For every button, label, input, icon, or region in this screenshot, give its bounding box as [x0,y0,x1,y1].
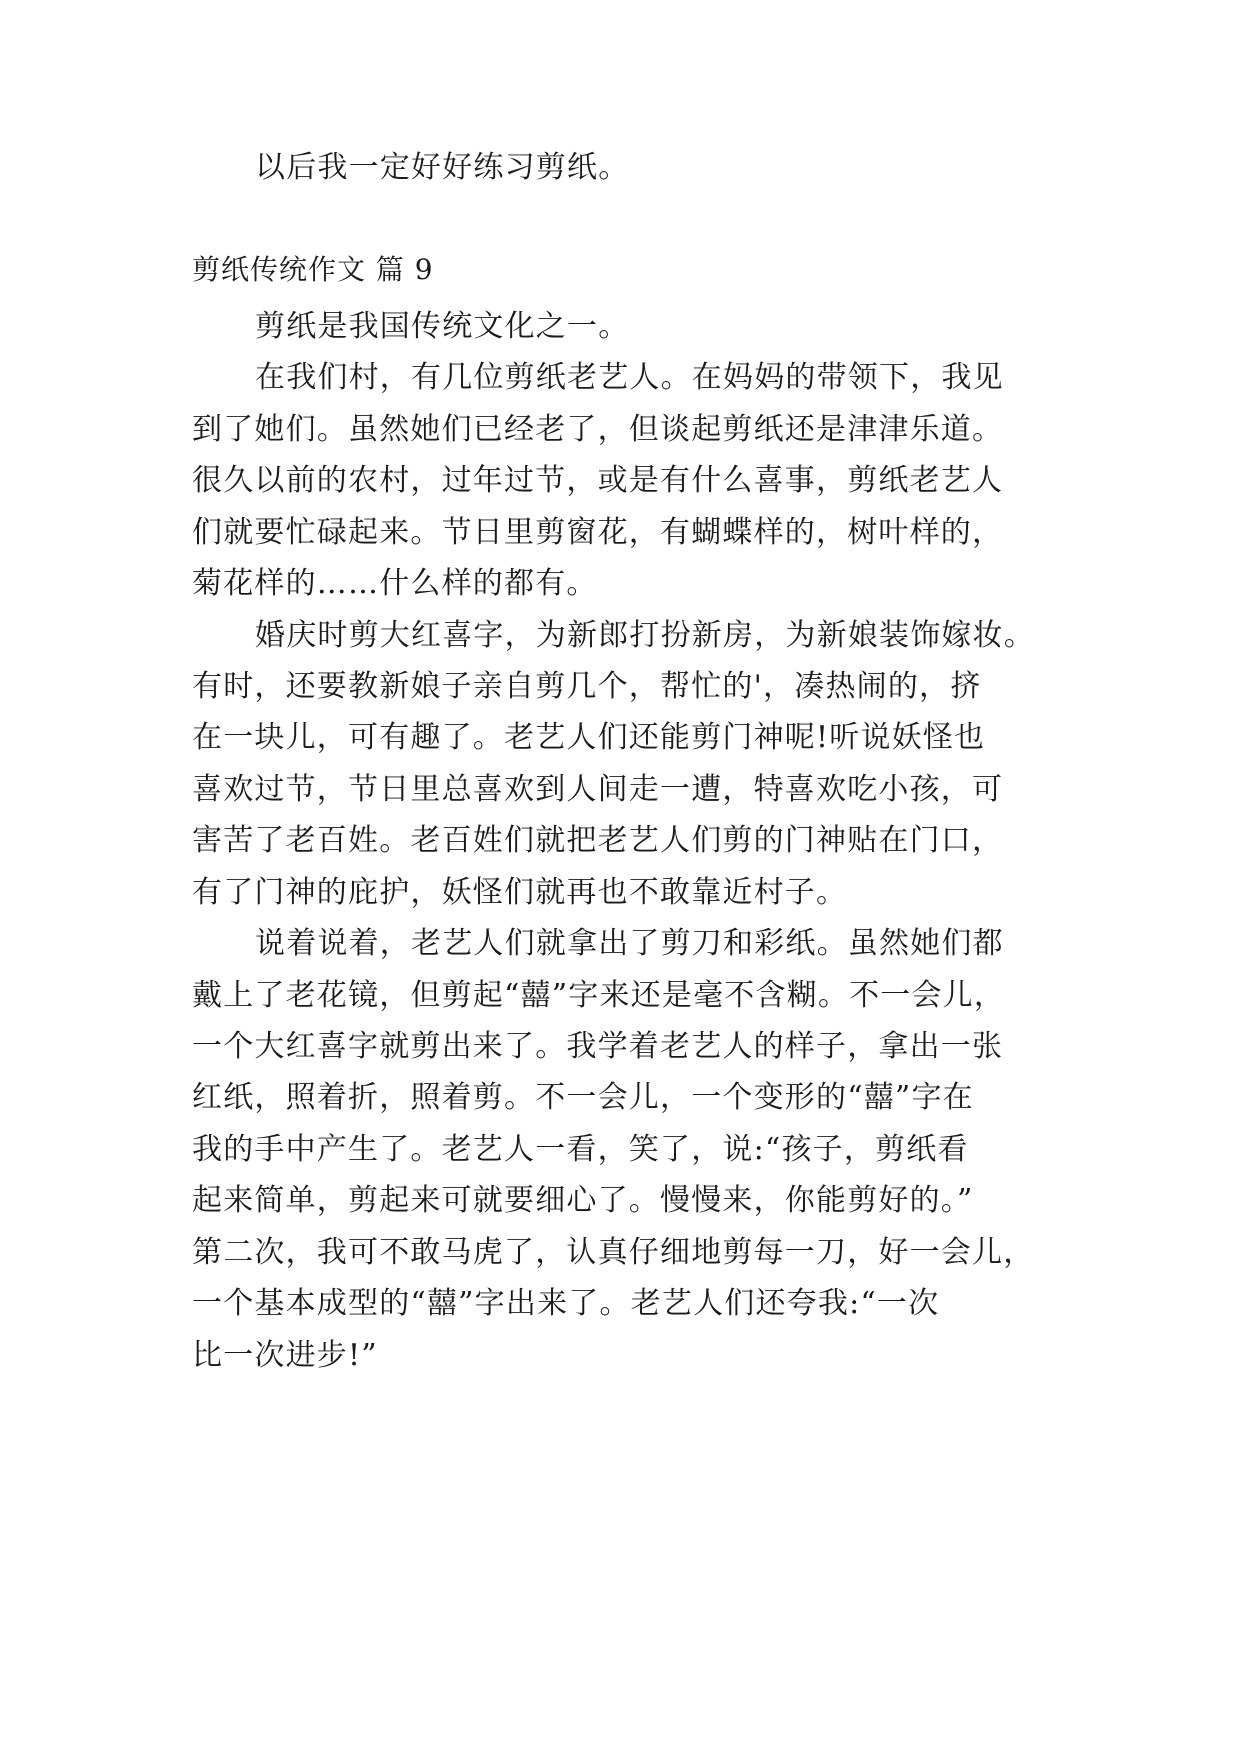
text-line: 有时，还要教新娘子亲自剪几个，帮忙的'，凑热闹的，挤 [192,669,982,704]
text-line: 害苦了老百姓。老百姓们就把老艺人们剪的门神贴在门口， [192,823,1004,858]
text-line: 在我们村，有几位剪纸老艺人。在妈妈的带领下，我见 [255,360,1004,395]
intro-line: 以后我一定好好练习剪纸。 [255,150,630,185]
text-line: 比一次进步!” [192,1338,378,1373]
text-line: 菊花样的……什么样的都有。 [192,566,598,601]
text-line: 一个大红喜字就剪出来了。我学着老艺人的样子，拿出一张 [192,1029,1004,1064]
text-line: 红纸，照着折，照着剪。不一会儿，一个变形的“囍”字在 [192,1080,974,1115]
text-line: 一个基本成型的“囍”字出来了。老艺人们还夸我:“一次 [192,1286,940,1321]
text-line: 我的手中产生了。老艺人一看，笑了，说:“孩子，剪纸看 [192,1132,969,1167]
text-line: 戴上了老花镜，但剪起“囍”字来还是毫不含糊。不一会儿， [192,978,1006,1013]
section-heading: 剪纸传统作文 篇 9 [192,253,434,286]
text-line: 在一块儿，可有趣了。老艺人们还能剪门神呢!听说妖怪也 [192,720,986,755]
text-line: 剪纸是我国传统文化之一。 [255,309,630,344]
text-line: 婚庆时剪大红喜字，为新郎打扮新房，为新娘装饰嫁妆。 [255,618,1035,653]
text-line: 起来简单，剪起来可就要细心了。慢慢来，你能剪好的。” [192,1183,974,1218]
text-line: 很久以前的农村，过年过节，或是有什么喜事，剪纸老艺人 [192,463,1004,498]
text-line: 们就要忙碌起来。节日里剪窗花，有蝴蝶样的，树叶样的， [192,515,1004,550]
text-line: 喜欢过节，节日里总喜欢到人间走一遭，特喜欢吃小孩，可 [192,772,1004,807]
text-line: 说着说着，老艺人们就拿出了剪刀和彩纸。虽然她们都 [255,926,1004,961]
text-line: 到了她们。虽然她们已经老了，但谈起剪纸还是津津乐道。 [192,412,1004,447]
text-line: 有了门神的庇护，妖怪们就再也不敢靠近村子。 [192,875,848,910]
text-line: 第二次，我可不敢马虎了，认真仔细地剪每一刀，好一会儿， [192,1235,1035,1270]
